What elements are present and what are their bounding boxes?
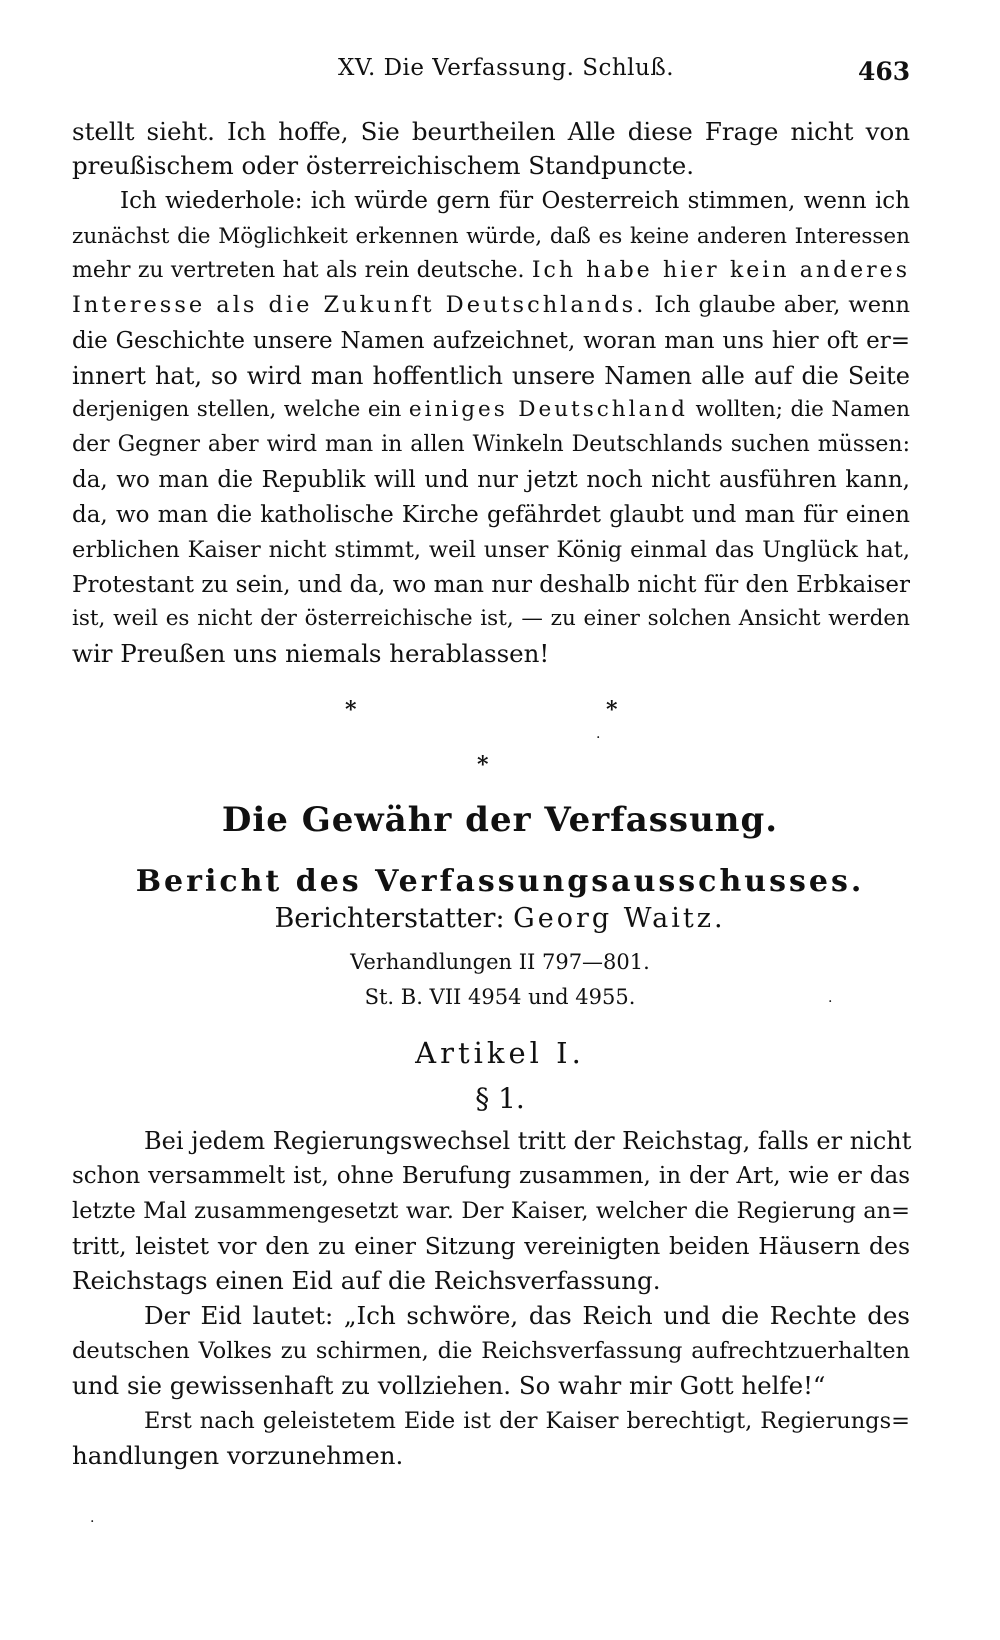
speech-line-16: wir Preußen uns niemals herablassen! [72,639,550,668]
speech-line-5 [72,256,910,286]
separator-star: * [477,752,489,778]
article-line-6: Der Eid lautet: „Ich schwöre, das Reich und die Rechte des [144,1301,910,1330]
speech-line-13: erblichen Kaiser nicht stimmt, weil unser König einmal das Unglück hat, [72,537,910,563]
speech-line-2: preußischem oder österreichischem Standpuncte. [72,151,695,180]
speech-line-15: ist, weil es nicht der österreichische ist, — zu einer solchen Ansicht werden [72,606,910,631]
speech-line-8: innert hat, so wird man hoffentlich unsere Namen alle auf die Seite [72,362,910,390]
speech-line-9 [72,395,910,425]
article-line-3: letzte Mal zusammengesetzt war. Der Kaiser, welcher die Regierung an= [72,1198,910,1224]
speech-line-7: die Geschichte unsere Namen aufzeichnet, woran man uns hier oft er= [72,328,910,354]
speech-line-12: da, wo man die katholische Kirche gefährdet glaubt und man für einen [72,502,910,528]
speech-line-6 [72,290,910,320]
stray-dot: . [90,1510,95,1526]
speech-line-9-text-b: wollten; die Namen [695,397,910,422]
article-line-1: Bei jedem Regierungswechsel tritt der Reichstag, falls er nicht [144,1127,912,1155]
reporter-line [0,903,1000,934]
speech-line-3: Ich wiederhole: ich würde gern für Oesterreich stimmen, wenn ich [120,188,910,214]
speech-line-5-text: mehr zu vertreten hat als rein deutsche. [72,258,525,283]
speech-line-11: da, wo man die Republik will und nur jetzt noch nicht ausführen kann, [72,467,910,493]
article-heading: Artikel I. [415,1036,585,1070]
speech-line-1: stellt sieht. Ich hoffe, Sie beurtheilen Alle diese Frage nicht von [72,117,910,146]
article-line-9: Erst nach geleistetem Eide ist der Kaiser berechtigt, Regierungs= [144,1408,910,1434]
speech-line-6-text: Ich glaube aber, wenn [654,292,910,318]
speech-line-6-spaced: Interesse als die Zukunft Deutschlands. [72,292,647,318]
article-line-2: schon versammelt ist, ohne Berufung zusammen, in der Art, wie er das [72,1163,910,1189]
speech-line-14: Protestant zu sein, und da, wo man nur deshalb nicht für den Erbkaiser [72,572,910,598]
paragraph-heading: § 1. [475,1082,525,1115]
page-number: 463 [858,57,911,86]
running-head: XV. Die Verfassung. Schluß. [338,55,675,81]
article-line-4: tritt, leistet vor den zu einer Sitzung vereinigten beiden Häusern des [72,1232,910,1260]
stray-dot: . [828,990,833,1006]
article-line-5: Reichstags einen Eid auf die Reichsverfassung. [72,1266,661,1295]
source-reference-2: St. B. VII 4954 und 4955. [364,985,636,1009]
stray-dot: . [596,726,601,742]
section-title: Die Gewähr der Verfassung. [221,800,779,840]
source-reference-1: Verhandlungen II 797—801. [350,950,650,974]
article-line-8: und sie gewissenhaft zu vollziehen. So wahr mir Gott helfe!“ [72,1371,826,1400]
separator-star: * [345,697,357,723]
article-line-7: deutschen Volkes zu schirmen, die Reichsverfassung aufrechtzuerhalten [72,1338,910,1364]
speech-line-10: der Gegner aber wird man in allen Winkeln Deutschlands suchen müssen: [72,432,910,457]
separator-star: * [606,697,618,723]
speech-line-9-spaced: einiges Deutschland [408,397,688,422]
reporter-prefix: Berichterstatter: [274,903,505,934]
section-subtitle: Bericht des Verfassungsausschusses. [135,864,865,899]
speech-line-4: zunächst die Möglichkeit erkennen würde, daß es keine anderen Interessen [72,224,910,249]
speech-line-9-text-a: derjenigen stellen, welche ein [72,397,402,422]
speech-line-5-spaced: Ich habe hier kein anderes [531,258,910,283]
article-line-10: handlungen vorzunehmen. [72,1441,404,1470]
reporter-name: Georg Waitz. [513,903,726,934]
